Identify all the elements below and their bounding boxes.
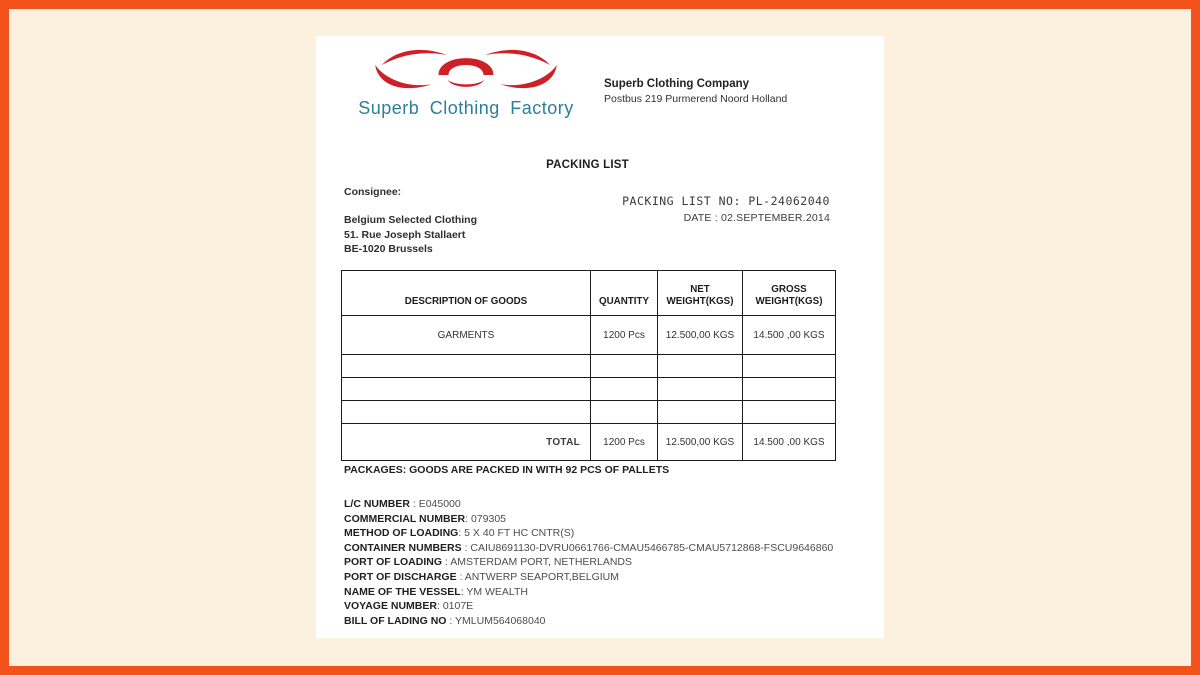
logo-text: Superb Clothing Factory: [358, 98, 574, 118]
packing-list-document: [316, 36, 884, 638]
cell-description: [342, 401, 591, 424]
goods-table-wrap: [341, 270, 835, 461]
table-row: [342, 355, 836, 378]
table-total-row: [342, 424, 836, 461]
logo: [356, 40, 576, 119]
total-label: TOTAL: [342, 424, 591, 461]
detail-line-method-of-loading: METHOD OF LOADING: 5 X 40 FT HC CNTR(S): [344, 527, 575, 540]
goods-table: [341, 270, 836, 461]
table-row: [342, 378, 836, 401]
cell-net-weight: [658, 401, 743, 424]
cell-quantity: [591, 401, 658, 424]
detail-line-bill-of-lading: BILL OF LADING NO : YMLUM564068040: [344, 614, 546, 627]
cell-quantity: 1200 Pcs: [591, 316, 658, 355]
detail-line-voyage-number: VOYAGE NUMBER: 0107E: [344, 600, 474, 613]
company-name: Superb Clothing Company: [604, 78, 750, 90]
packages-note: PACKAGES: GOODS ARE PACKED IN WITH 92 PCS OF PALLETS: [344, 464, 670, 476]
cell-gross-weight: 14.500 ,00 KGS: [743, 316, 836, 355]
document-date: DATE : 02.SEPTEMBER.2014: [683, 212, 830, 224]
total-net-weight: 12.500,00 KGS: [658, 424, 743, 461]
cell-gross-weight: [743, 355, 836, 378]
table-row: [342, 401, 836, 424]
detail-line-port-of-discharge: PORT OF DISCHARGE : ANTWERP SEAPORT,BELGIUM: [344, 570, 620, 583]
cell-net-weight: [658, 378, 743, 401]
cell-quantity: [591, 355, 658, 378]
detail-line-commercial-number: COMMERCIAL NUMBER: 079305: [344, 512, 507, 525]
cell-net-weight: 12.500,00 KGS: [658, 316, 743, 355]
company-address: Postbus 219 Purmerend Noord Holland: [604, 93, 788, 105]
shipping-details: [344, 497, 833, 628]
cell-gross-weight: [743, 401, 836, 424]
total-gross-weight: 14.500 ,00 KGS: [743, 424, 836, 461]
col-header-gross-weight: GROSS WEIGHT(KGS): [743, 271, 836, 316]
company-block: [604, 78, 787, 105]
packing-list-number: PACKING LIST NO: PL-24062040: [622, 194, 830, 208]
page-background: [9, 9, 1191, 666]
col-header-quantity: QUANTITY: [591, 271, 658, 316]
consignee-label: Consignee:: [344, 186, 402, 198]
cell-gross-weight: [743, 378, 836, 401]
consignee-line: Belgium Selected Clothing: [344, 214, 478, 226]
total-quantity: 1200 Pcs: [591, 424, 658, 461]
detail-line-vessel-name: NAME OF THE VESSEL: YM WEALTH: [344, 585, 528, 598]
cell-net-weight: [658, 355, 743, 378]
detail-line-lc-number: L/C NUMBER : E045000: [344, 498, 461, 510]
cell-description: GARMENTS: [342, 316, 591, 355]
table-header-row: [342, 271, 836, 316]
table-row: [342, 316, 836, 355]
logo-mark: [375, 50, 557, 88]
consignee-address: [344, 213, 477, 257]
col-header-net-weight: NET WEIGHT(KGS): [658, 271, 743, 316]
col-header-description: DESCRIPTION OF GOODS: [342, 271, 591, 316]
detail-line-container-numbers: CONTAINER NUMBERS : CAIU8691130-DVRU0661766-CMAU5466785-CMAU5712868-FSCU9646860: [344, 541, 834, 554]
document-title: PACKING LIST: [546, 159, 629, 171]
cell-description: [342, 378, 591, 401]
detail-line-port-of-loading: PORT OF LOADING : AMSTERDAM PORT, NETHERLANDS: [344, 556, 633, 569]
consignee-line: 51. Rue Joseph Stallaert: [344, 228, 466, 241]
consignee-line: BE-1020 Brussels: [344, 243, 433, 255]
cell-quantity: [591, 378, 658, 401]
logo-graphic: [363, 40, 569, 100]
document-meta: [622, 194, 830, 224]
cell-description: [342, 355, 591, 378]
